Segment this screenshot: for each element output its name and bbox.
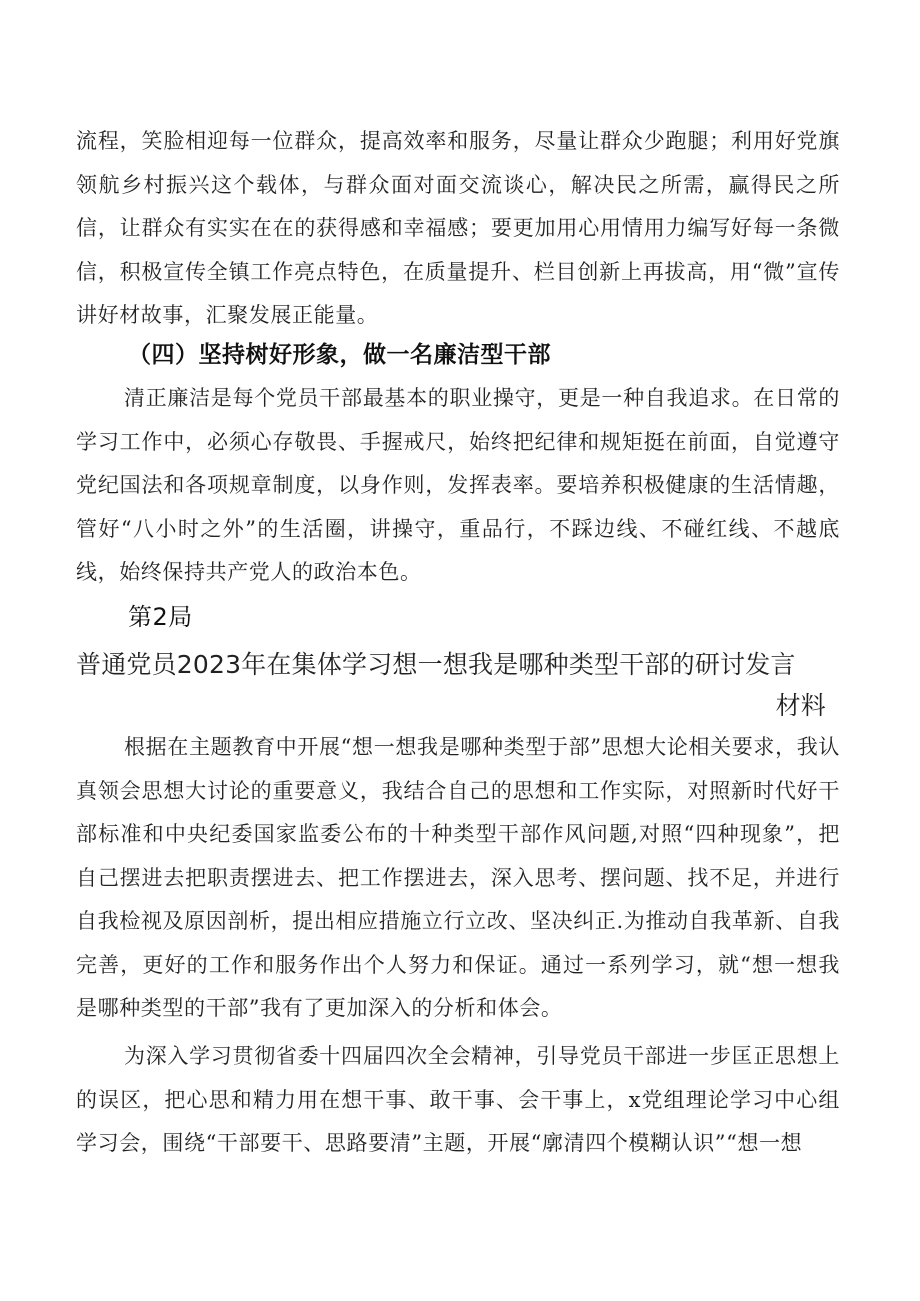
- article-title-continuation: 材料: [775, 691, 826, 720]
- section-paragraph: [76, 377, 840, 595]
- paragraph-text: 根据在主题教育中开展“想一想我是哪种类型于部”思想大论相关要求，我认真领会思想大讨论的重要意义，我结合自己的思想和工作实际，对照新时代好干部标准和中央纪委国家监委公布的十种类型干部作风问题,对照“四种现象”，把自己摆进去把职责摆进去、把工作摆进去，深入思考、摆问题、找不足，并进行自我检视及原因剖析，提出相应措施立行立改、坚决纠正.为推动自我革新、自我完善，更好的工作和服务作出个人努力和保证。通过一系列学习，就“想一想我是哪种类型的干部”我有了更加深入的分析和体会。: [76, 735, 840, 1020]
- continued-paragraph: [76, 120, 840, 338]
- article-paragraph-2: [76, 1035, 840, 1166]
- paragraph-text: 为深入学习贯彻省委十四届四次全会精神，引导党员干部进一步匡正思想上的误区，把心思和精力用在想干事、敢干事、会干事上，x党组理论学习中心组学习会，围绕“干部要干、思路要清”主题，开展“廓清四个模糊认识”“想一想: [76, 1044, 840, 1155]
- article-title: 普通党员2023年在集体学习想一想我是哪种类型干部的研讨发言: [76, 650, 796, 679]
- section-heading: （四）坚持树好形象，做一名廉洁型干部: [128, 342, 551, 368]
- article-number: 第2局: [128, 603, 193, 631]
- article-paragraph-1: [76, 726, 840, 1031]
- paragraph-text: 流程，笑脸相迎每一位群众，提高效率和服务，尽量让群众少跑腿；利用好党旗领航乡村振兴这个载体，与群众面对面交流谈心，解决民之所需，赢得民之所信，让群众有实实在在的获得感和幸福感；要更加用心用情用力编写好每一条微信，积极宣传全镇工作亮点特色，在质量提升、栏目创新上再拔高，用“微”宣传讲好材故事，汇聚发展正能量。: [76, 129, 840, 327]
- paragraph-text: 清正廉洁是每个党员干部最基本的职业操守，更是一种自我追求。在日常的学习工作中，必须心存敬畏、手握戒尺，始终把纪律和规矩挺在前面，自觉遵守党纪国法和各项规章制度，以身作则，发挥表率。要培养积极健康的生活情趣，管好“八小时之外”的生活圈，讲操守，重品行，不踩边线、不碰红线、不越底线，始终保持共产党人的政治本色。: [76, 386, 840, 584]
